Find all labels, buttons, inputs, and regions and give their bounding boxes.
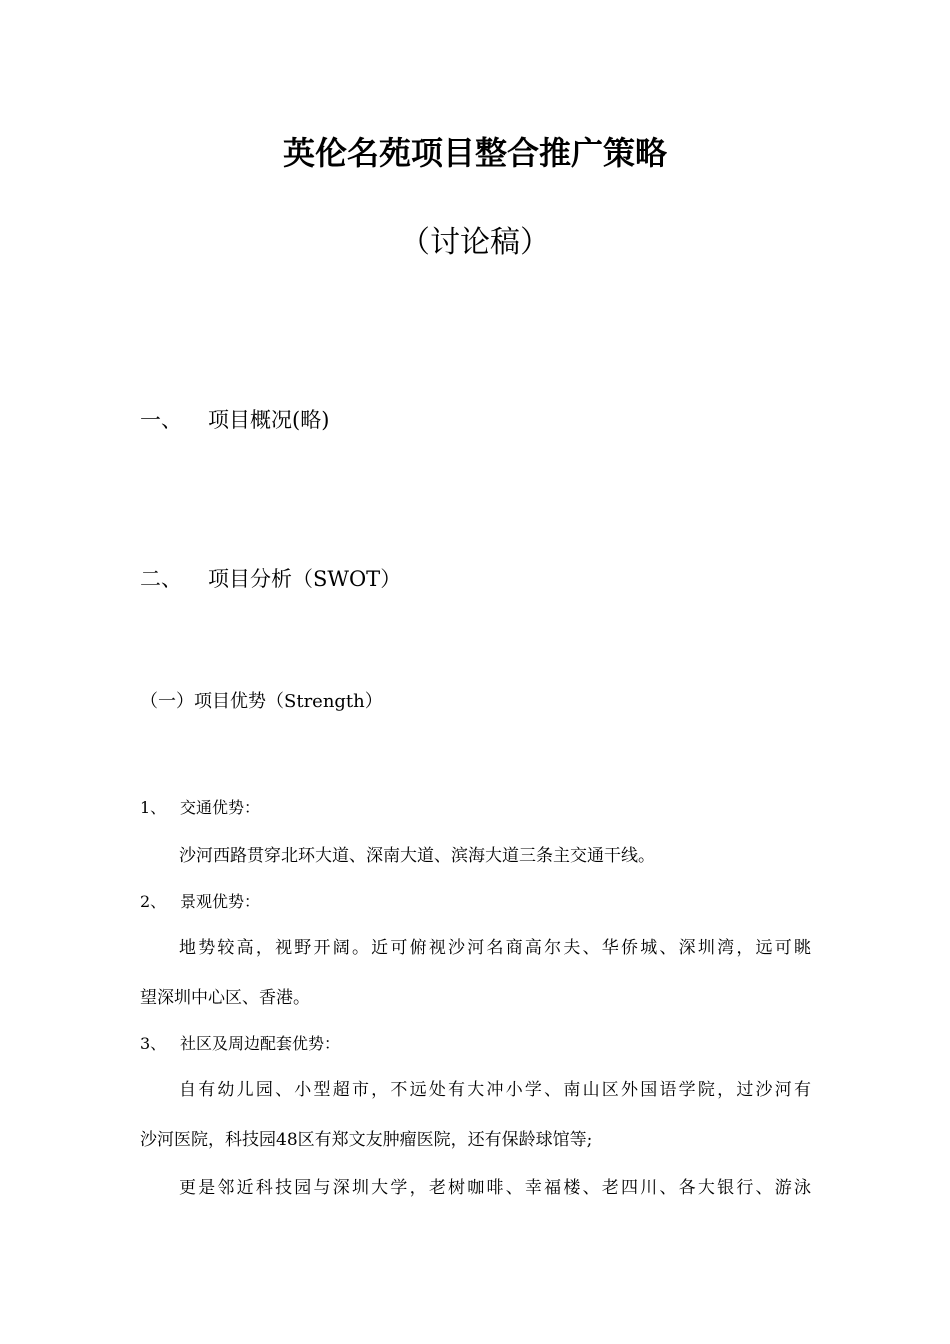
item-1-line-1: 沙河西路贯穿北环大道、深南大道、滨海大道三条主交通干线。	[179, 846, 655, 866]
item-3-title: 社区及周边配套优势：	[180, 1034, 341, 1053]
section-1-number: 一、	[140, 408, 182, 432]
item-2-line-2: 望深圳中心区、香港。	[140, 988, 310, 1008]
section-1-title: 项目概况(略)	[208, 408, 330, 432]
item-3-number: 3、	[140, 1034, 167, 1053]
item-2-title: 景观优势：	[180, 892, 261, 911]
item-3-line-3-wrap	[179, 1176, 811, 1200]
item-3-line-1-wrap	[179, 1078, 811, 1102]
item-2-number: 2、	[140, 892, 167, 911]
subsection-heading: （一）项目优势（Strength）	[140, 691, 383, 712]
item-3-line-1: 自有幼儿园、小型超市，不远处有大冲小学、南山区外国语学院，过沙河有	[179, 1080, 811, 1100]
item-1-title: 交通优势：	[180, 798, 261, 817]
item-1-number: 1、	[140, 798, 167, 817]
section-2-number: 二、	[140, 567, 182, 591]
document-title: 英伦名苑项目整合推广策略	[282, 134, 667, 172]
item-3-line-2: 沙河医院，科技园48区有郑文友肿瘤医院，还有保龄球馆等;	[140, 1130, 593, 1150]
section-2-title: 项目分析（SWOT）	[208, 567, 402, 591]
item-2-line-1: 地势较高，视野开阔。近可俯视沙河名商高尔夫、华侨城、深圳湾，远可眺	[179, 938, 811, 958]
item-3-line-3: 更是邻近科技园与深圳大学，老树咖啡、幸福楼、老四川、各大银行、游泳	[179, 1178, 811, 1198]
item-2-line-1-wrap	[179, 936, 811, 960]
document-subtitle: （讨论稿）	[400, 225, 550, 260]
